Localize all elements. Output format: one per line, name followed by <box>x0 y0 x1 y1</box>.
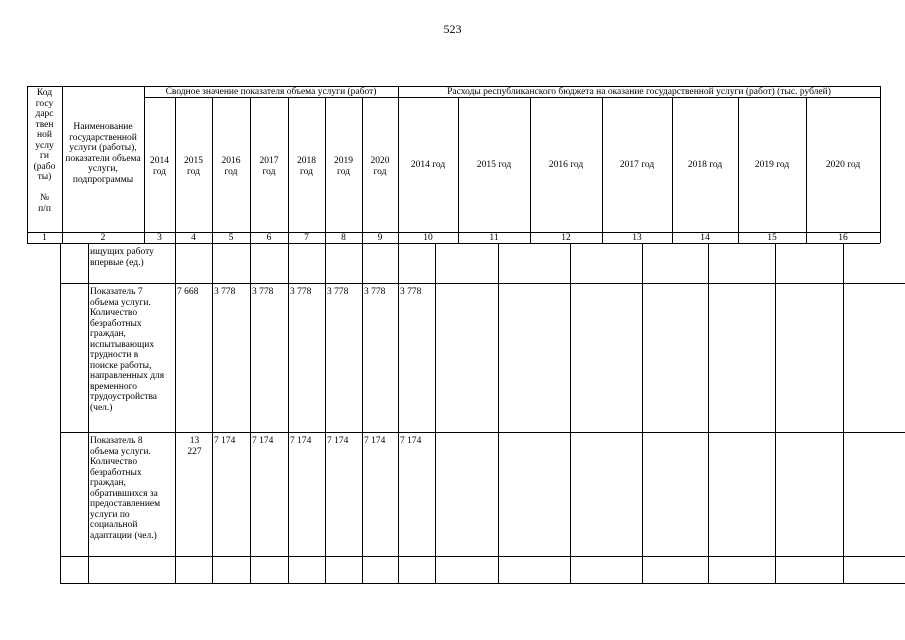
column-number: 13 <box>632 233 642 243</box>
indicator-year-header: 2014 год <box>150 156 169 177</box>
indicator-value: 3 778 <box>214 287 236 297</box>
body-col-border <box>88 243 89 583</box>
indicator-year-header: 2019 год <box>334 156 353 177</box>
name-column-header: Наименование государственной услуги (работы), показатели объема услуги, подпрограммы <box>65 122 141 185</box>
column-number: 2 <box>100 233 106 243</box>
body-col-border <box>843 243 844 583</box>
expense-year-header: 2015 год <box>476 160 512 170</box>
indicator-value: 3 778 <box>400 287 422 297</box>
indicator-value: 7 174 <box>327 436 349 446</box>
column-number: 3 <box>157 233 162 243</box>
indicator-value: 13 227 <box>187 436 202 457</box>
body-col-border <box>325 243 326 583</box>
expense-year-header: 2019 год <box>754 160 790 170</box>
indicator-value: 7 174 <box>252 436 274 446</box>
indicator-year-header: 2020 год <box>370 156 390 177</box>
body-col-border <box>498 243 499 583</box>
column-number: 6 <box>266 233 272 243</box>
column-number: 8 <box>341 233 346 243</box>
indicator-year-header: 2016 год <box>221 156 241 177</box>
column-number: 9 <box>377 233 383 243</box>
body-col-border <box>570 243 571 583</box>
column-number: 5 <box>228 233 234 243</box>
expense-year-header: 2018 год <box>687 160 723 170</box>
column-number: 1 <box>42 233 47 243</box>
indicator-value: 3 778 <box>327 287 349 297</box>
indicator-value: 7 174 <box>400 436 422 446</box>
body-row-border <box>60 583 905 584</box>
column-number: 12 <box>561 233 571 243</box>
indicator-year-header: 2018 год <box>297 156 316 177</box>
body-col-border <box>708 243 709 583</box>
column-number: 14 <box>700 233 710 243</box>
body-col-border <box>175 243 176 583</box>
indicator-name: Показатель 7 объема услуги. Количество безработных граждан, испытывающих трудности в поиске работы, направленных для временного трудоустройства (чел.) <box>90 287 165 413</box>
indicator-value: 3 778 <box>252 287 274 297</box>
body-col-border <box>288 243 289 583</box>
column-number: 11 <box>489 233 499 243</box>
column-number: 7 <box>304 233 309 243</box>
indicator-value: 7 174 <box>290 436 312 446</box>
expense-year-header: 2016 год <box>548 160 584 170</box>
body-col-border <box>250 243 251 583</box>
indicator-name: Показатель 8 объема услуги. Количество безработных граждан, обратившихся за предоставлением услуги по социальной адаптации (чел.) <box>90 436 161 541</box>
indicator-value: 7 174 <box>214 436 236 446</box>
code-column-header: Код госу дарс твен ной услу ги (рабо ты) № п/п <box>33 88 56 214</box>
indicator-year-header: 2017 год <box>259 156 279 177</box>
body-row-border <box>60 556 905 557</box>
column-number: 15 <box>767 233 777 243</box>
indicator-value: 7 174 <box>364 436 386 446</box>
expense-year-header: 2020 год <box>825 160 861 170</box>
body-col-border <box>642 243 643 583</box>
indicator-value: 3 778 <box>364 287 386 297</box>
indicators-group-header: Сводное значение показателя объема услуги (работ) <box>165 87 377 97</box>
body-row-border <box>60 432 905 433</box>
body-col-border <box>362 243 363 583</box>
body-col-border <box>435 243 436 583</box>
expense-year-header: 2014 год <box>410 160 446 170</box>
body-col-border <box>775 243 776 583</box>
indicator-value: 3 778 <box>290 287 312 297</box>
column-number: 16 <box>838 233 848 243</box>
expenses-group-header: Расходы республиканского бюджета на оказание государственной услуги (работ) (тыс. рублей) <box>447 87 831 97</box>
indicator-year-header: 2015 год <box>184 156 203 177</box>
body-row-border <box>60 283 905 284</box>
body-col-border <box>398 243 399 583</box>
expense-year-header: 2017 год <box>619 160 655 170</box>
body-col-border <box>60 243 61 583</box>
header-col-border <box>880 86 881 243</box>
column-number: 4 <box>191 233 196 243</box>
column-number: 10 <box>423 233 433 243</box>
body-col-border <box>212 243 213 583</box>
indicator-name: ищущих работу впервые (ед.) <box>90 247 154 268</box>
page-number: 523 <box>443 22 462 36</box>
indicator-value: 7 668 <box>177 287 199 297</box>
